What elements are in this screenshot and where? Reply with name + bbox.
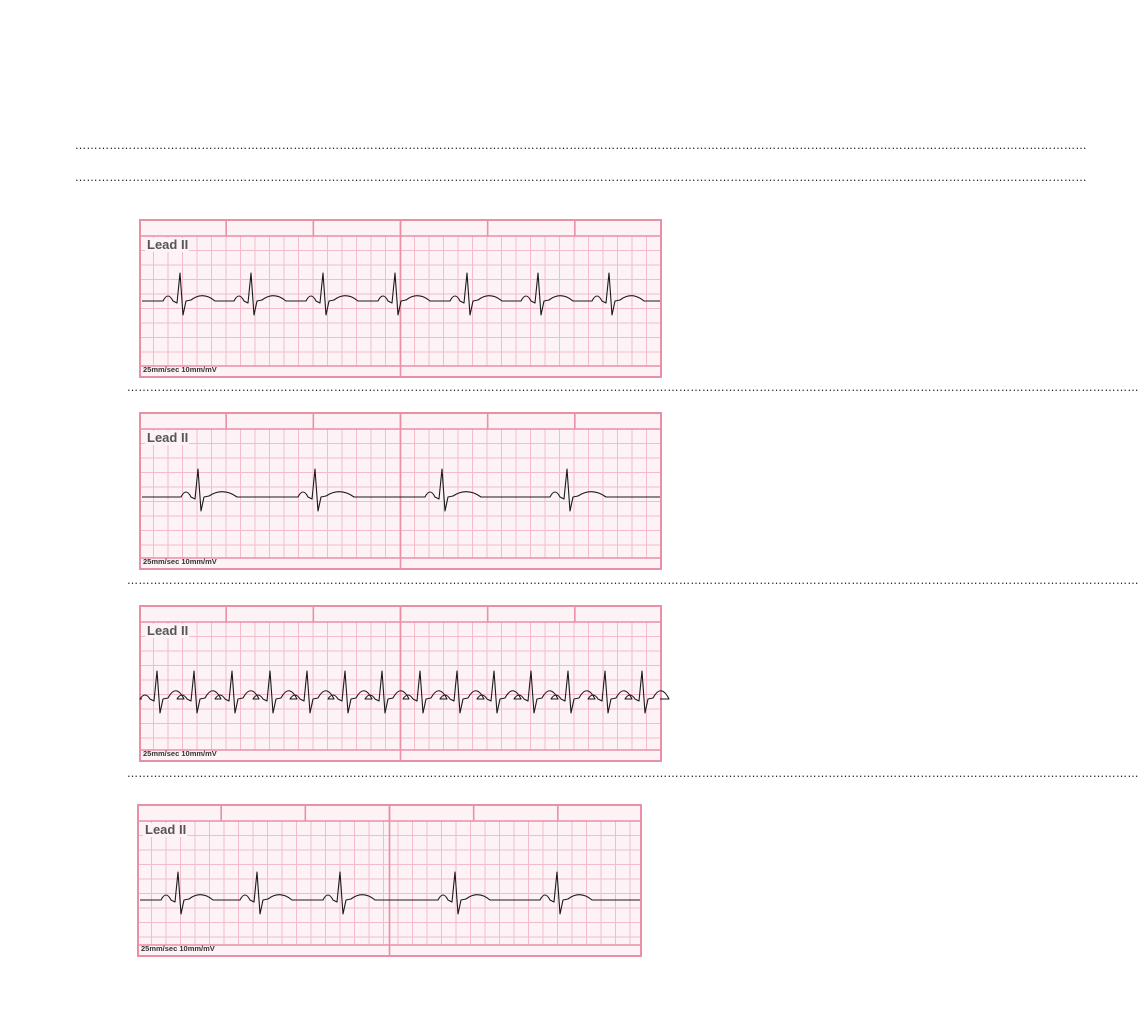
ecg-strip-3 xyxy=(139,605,662,762)
ecg-strip-1-chart xyxy=(139,219,662,378)
answer-line-2[interactable]: ………………………………………………………………………………………………………………………………………………………………………………………………………………………………………… xyxy=(75,171,1087,184)
calibration-label: 25mm/sec 10mm/mV xyxy=(143,557,217,566)
lead-label: Lead II xyxy=(147,237,189,252)
lead-label: Lead II xyxy=(147,430,189,445)
answer-line-4[interactable]: ………………………………………………………………………………………………………………………………………………………………………………………………………………………………………… xyxy=(127,574,1139,587)
calibration-label: 25mm/sec 10mm/mV xyxy=(141,944,215,953)
ecg-strip-4 xyxy=(137,804,642,957)
ecg-strip-1 xyxy=(139,219,662,378)
answer-line-3[interactable]: ………………………………………………………………………………………………………………………………………………………………………………………………………………………………………… xyxy=(127,381,1139,394)
ecg-strip-3-chart xyxy=(139,605,662,762)
lead-label: Lead II xyxy=(147,623,189,638)
lead-label: Lead II xyxy=(145,822,187,837)
ecg-strip-4-chart xyxy=(137,804,642,957)
ecg-strip-2-chart xyxy=(139,412,662,570)
calibration-label: 25mm/sec 10mm/mV xyxy=(143,749,217,758)
ecg-strip-2 xyxy=(139,412,662,570)
answer-line-5[interactable]: ………………………………………………………………………………………………………………………………………………………………………………………………………………………………………… xyxy=(127,767,1139,780)
answer-line-1[interactable]: ………………………………………………………………………………………………………………………………………………………………………………………………………………………………………… xyxy=(75,139,1087,152)
calibration-label: 25mm/sec 10mm/mV xyxy=(143,365,217,374)
